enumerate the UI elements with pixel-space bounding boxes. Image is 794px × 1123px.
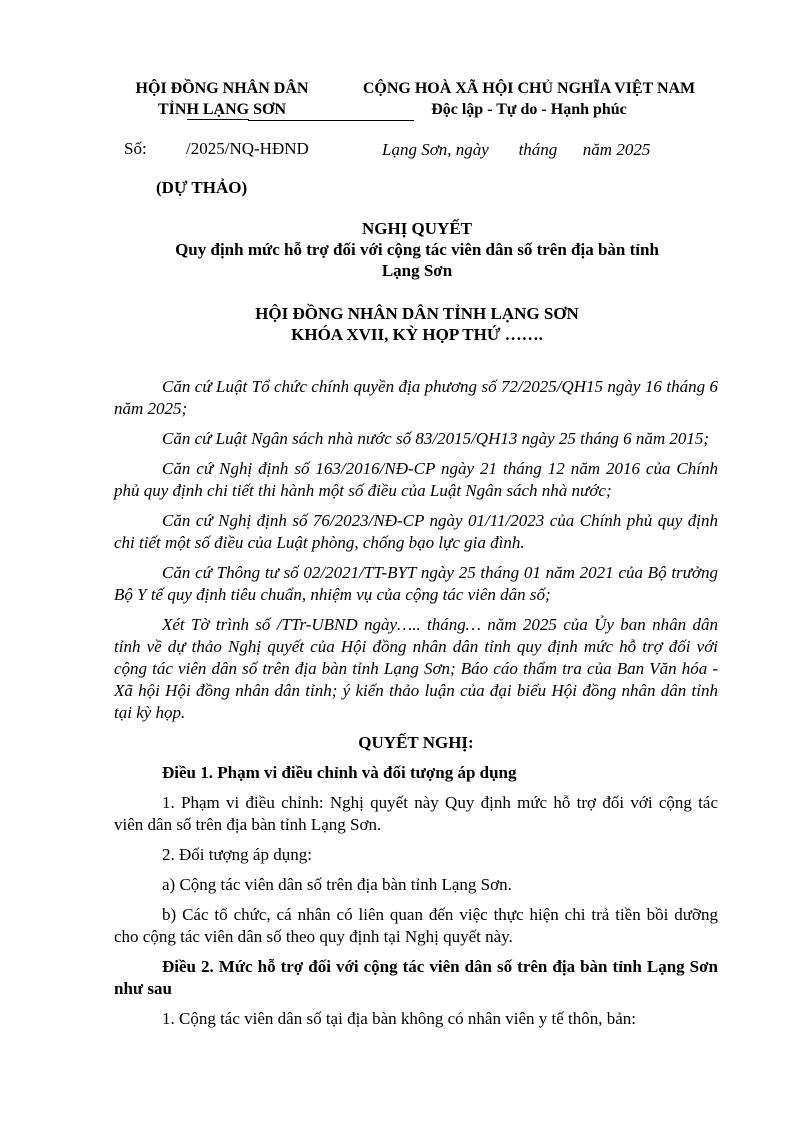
doc-subject-text: Quy định mức hỗ trợ đối với cộng tác viên dân số trên địa bàn tỉnh Lạng Sơn <box>175 240 659 280</box>
issuer-line2: KHÓA XVII, KỲ HỌP THỨ ……. <box>291 325 543 344</box>
issuer-block <box>120 303 714 345</box>
article-1-clause-2: 2. Đối tượng áp dụng: <box>162 845 312 864</box>
issuer-line1: HỘI ĐỒNG NHÂN DÂN TỈNH LẠNG SƠN <box>255 304 579 323</box>
doc-number-label: Số: <box>124 139 147 158</box>
issuing-body-header <box>118 78 326 120</box>
document-body <box>114 376 718 1038</box>
legal-basis: Căn cứ Nghị định số 163/2016/NĐ-CP ngày 21 tháng 12 năm 2016 của Chính phủ quy định chi tiết thi hành một số điều của Luật Ngân sách nhà nước; <box>114 459 718 500</box>
article-1-title: Điều 1. Phạm vi điều chỉnh và đối tượng áp dụng <box>162 763 517 782</box>
draft-mark: (DỰ THẢO) <box>156 178 248 197</box>
resolution-heading: QUYẾT NGHỊ: <box>358 733 474 752</box>
legal-basis: Căn cứ Luật Ngân sách nhà nước số 83/2015/QH13 ngày 25 tháng 6 năm 2015; <box>162 429 710 448</box>
org-name-line1: HỘI ĐỒNG NHÂN DÂN <box>135 80 309 97</box>
org-name-line2: TỈNH LẠNG SƠN <box>157 101 287 118</box>
national-header <box>340 78 718 120</box>
doc-type-title: NGHỊ QUYẾT <box>361 219 473 238</box>
article-2-clause-1: 1. Cộng tác viên dân số tại địa bàn không có nhân viên y tế thôn, bản: <box>162 1009 637 1028</box>
nation-motto: Độc lập - Tự do - Hạnh phúc <box>431 101 627 118</box>
motto-underline <box>248 120 414 121</box>
nation-name: CỘNG HOÀ XÃ HỘI CHỦ NGHĨA VIỆT NAM <box>362 80 696 97</box>
legal-basis: Căn cứ Thông tư số 02/2021/TT-BYT ngày 25 tháng 01 năm 2021 của Bộ trưởng Bộ Y tế quy định tiêu chuẩn, nhiệm vụ của cộng tác viên dân số; <box>114 563 718 604</box>
legal-basis: Xét Tờ trình số /TTr-UBND ngày….. tháng… năm 2025 của Ủy ban nhân dân tỉnh về dự thảo Nghị quyết của Hội đồng nhân dân tỉnh quy định mức hỗ trợ đối với cộng tác viên dân số trên địa bàn tỉnh Lạng Sơn; Báo cáo thẩm tra của Ban Văn hóa - Xã hội Hội đồng nhân dân tỉnh; ý kiến thảo luận của đại biểu Hội đồng nhân dân tỉnh tại kỳ họp. <box>114 615 718 722</box>
org-underline <box>187 119 249 120</box>
article-1-clause-2b: b) Các tổ chức, cá nhân có liên quan đến việc thực hiện chi trả tiền bồi dưỡng cho cộng tác viên dân số theo quy định tại Nghị quyết này. <box>114 905 718 946</box>
article-2-title: Điều 2. Mức hỗ trợ đối với cộng tác viên dân số trên địa bàn tỉnh Lạng Sơn như sau <box>114 957 718 998</box>
article-1-clause-1: 1. Phạm vi điều chỉnh: Nghị quyết này Quy định mức hỗ trợ đối với cộng tác viên dân số trên địa bàn tỉnh Lạng Sơn. <box>114 793 718 834</box>
doc-subject <box>120 239 714 281</box>
article-1-clause-2a: a) Cộng tác viên dân số trên địa bàn tỉnh Lạng Sơn. <box>162 875 512 894</box>
legal-basis: Căn cứ Nghị định số 76/2023/NĐ-CP ngày 01/11/2023 của Chính phủ quy định chi tiết một số điều của Luật phòng, chống bạo lực gia đình. <box>114 511 718 552</box>
doc-number: /2025/NQ-HĐND <box>186 139 309 158</box>
place-date: Lạng Sơn, ngày tháng năm 2025 <box>382 140 651 159</box>
legal-basis: Căn cứ Luật Tổ chức chính quyền địa phương số 72/2025/QH15 ngày 16 tháng 6 năm 2025; <box>114 377 718 418</box>
